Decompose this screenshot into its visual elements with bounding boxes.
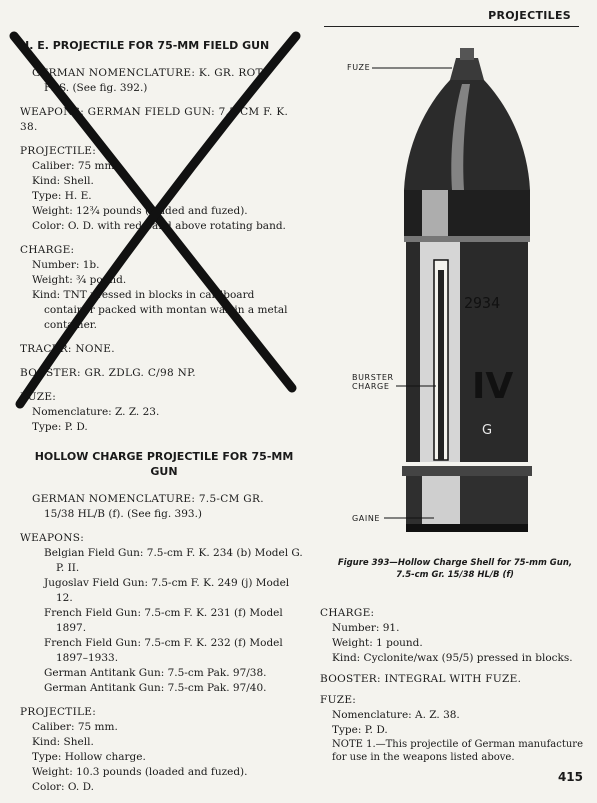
s1-kind: Kind: Shell. <box>32 175 94 187</box>
s1-tracer: TRACER: NONE. <box>20 343 115 355</box>
s1-charge-weight: Weight: ¾ pound. <box>32 274 127 286</box>
s2-nomenclature: GERMAN NOMENCLATURE: 7.5-CM GR. <box>32 493 264 505</box>
s1-fuze-nomenclature: Nomenclature: Z. Z. 23. <box>32 406 160 418</box>
s1-nomenclature: GERMAN NOMENCLATURE: K. GR. ROT <box>32 67 263 79</box>
r-fuze-heading: FUZE: <box>320 694 357 706</box>
caption-line1: Figure 393—Hollow Charge Shell for 75-mm Gun, <box>337 558 573 568</box>
fuze-nose <box>450 58 484 80</box>
label-burster-line2: CHARGE <box>352 382 390 391</box>
s1-weapons: WEAPONS: GERMAN FIELD GUN: 7.5-CM F. K. 38. <box>20 106 289 133</box>
s2-caliber: Caliber: 75 mm. <box>32 721 118 733</box>
s2-weapons-heading: WEAPONS: <box>20 532 85 544</box>
r-fuze-type: Type: P. D. <box>332 724 388 736</box>
label-burster-line1: BURSTER <box>352 373 394 382</box>
s2-kind: Kind: Shell. <box>32 736 94 748</box>
label-burster-charge <box>352 373 394 391</box>
s2-weapon-4: French Field Gun: 7.5-cm F. K. 232 (f) Model 1897–1933. <box>44 637 283 664</box>
s1-projectile-heading: PROJECTILE: <box>20 145 97 157</box>
shell-marking-roman: IV <box>472 366 514 407</box>
s1-booster: BOOSTER: GR. ZDLG. C/98 NP. <box>20 367 196 379</box>
s1-nomenclature-cont: FES. (See fig. 392.) <box>44 82 148 94</box>
s2-weapon-3: French Field Gun: 7.5-cm F. K. 231 (f) Model 1897. <box>44 607 283 634</box>
s2-weight: Weight: 10.3 pounds (loaded and fuzed). <box>32 766 248 778</box>
s1-color: Color: O. D. with red band above rotating band. <box>32 220 286 232</box>
r-fuze-nomenclature: Nomenclature: A. Z. 38. <box>332 709 460 721</box>
s2-weapon-2: Jugoslav Field Gun: 7.5-cm F. K. 249 (j) Model 12. <box>44 577 290 604</box>
right-column <box>320 603 590 764</box>
shell-marking-number: 2934 <box>464 294 501 312</box>
page-number: 415 <box>557 770 583 784</box>
s2-weapon-6: German Antitank Gun: 7.5-cm Pak. 97/40. <box>44 682 267 694</box>
s2-color: Color: O. D. <box>32 781 94 793</box>
r-charge-weight: Weight: 1 pound. <box>332 637 423 649</box>
s2-weapon-5: German Antitank Gun: 7.5-cm Pak. 97/38. <box>44 667 267 679</box>
running-header: PROJECTILES <box>488 9 571 22</box>
r-note: NOTE 1.—This projectile of German manufacture for use in the weapons listed above. <box>332 739 583 763</box>
section2-title-cont: GUN <box>150 465 178 478</box>
section1-title: H. E. PROJECTILE FOR 75-MM FIELD GUN <box>20 39 270 52</box>
s1-weight: Weight: 12¾ pounds (loaded and fuzed). <box>32 205 248 217</box>
s2-nomenclature-cont: 15/38 HL/B (f). (See fig. 393.) <box>44 508 203 520</box>
s1-charge-number: Number: 1b. <box>32 259 100 271</box>
s2-type: Type: Hollow charge. <box>32 751 146 763</box>
caption-line2: 7.5-cm Gr. 15/38 HL/B (f) <box>396 570 514 580</box>
s2-projectile-heading: PROJECTILE: <box>20 706 97 718</box>
section2-title: HOLLOW CHARGE PROJECTILE FOR 75-MM <box>34 450 294 463</box>
shell-illustration <box>392 40 542 540</box>
s2-weapon-1: Belgian Field Gun: 7.5-cm F. K. 234 (b) Model G. P. II. <box>44 547 303 574</box>
figure-caption <box>320 557 590 581</box>
s1-charge-kind: Kind: TNT pressed in blocks in cardboard container packed with montan wax in a metal container. <box>32 289 288 331</box>
s1-type: Type: H. E. <box>32 190 92 202</box>
s1-fuze-heading: FUZE: <box>20 391 57 403</box>
label-gaine: GAINE <box>352 514 381 523</box>
s1-caliber: Caliber: 75 mm. <box>32 160 118 172</box>
label-fuze: FUZE <box>347 63 371 72</box>
s1-charge-heading: CHARGE: <box>20 244 75 256</box>
shell-marking-letter: G <box>482 423 493 438</box>
r-charge-heading: CHARGE: <box>320 607 375 619</box>
r-charge-number: Number: 91. <box>332 622 400 634</box>
s1-fuze-type: Type: P. D. <box>32 421 88 433</box>
r-charge-kind: Kind: Cyclonite/wax (95/5) pressed in blocks. <box>332 652 573 664</box>
r-booster: BOOSTER: INTEGRAL WITH FUZE. <box>320 673 522 685</box>
